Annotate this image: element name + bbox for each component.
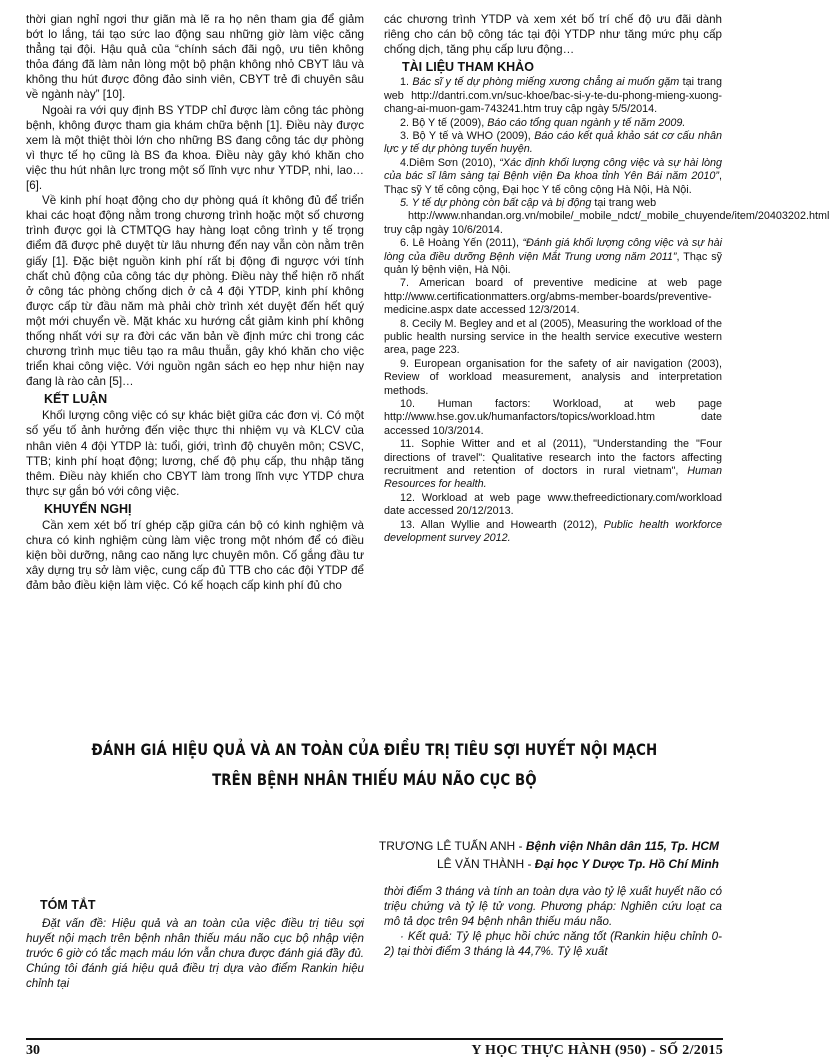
body-paragraph: các chương trình YTDP và xem xét bố trí chế độ ưu đãi dành riêng cho cán bộ công tác tại đội YTDP như tăng mức phụ cấp chống dịch, tăng phụ cấp lưu động… — [384, 13, 722, 57]
ref-text: 2. Bộ Y tế (2009), — [400, 116, 488, 129]
abstract-text: Đặt vấn đề: Hiệu quả và an toàn của việc điều trị tiêu sợi huyết nội mạch trên bệnh nhân thiếu máu não cục bộ nhập viện trước 6 giờ có tắc mạch máu lớn vẫn chưa được đánh giá đầy đủ. Chúng tôi đánh giá hiệu quả điều trị dựa vào điểm Rankin hiệu chỉnh tại — [26, 917, 364, 991]
reference-item — [384, 76, 722, 116]
ref-title: Public health workforce development survey 2012. — [384, 518, 722, 545]
reference-item — [384, 130, 722, 157]
ref-title: Human Resources for health. — [384, 465, 722, 491]
right-column — [384, 12, 829, 546]
abstract-heading: TÓM TẮT — [40, 898, 96, 912]
page-number: 30 — [26, 1043, 40, 1058]
reference-item — [384, 438, 722, 492]
footer-divider — [26, 1038, 723, 1040]
body-paragraph: Khối lượng công việc có sự khác biệt giữa các đơn vị. Có một số yếu tố ảnh hưởng đến việc thực thi nhiệm vụ và KLCV của nhân viên 4 đội YTDP là: tuổi, giới, trình độ chuyên môn; CSVC, TTB; kinh phí hoạt động; lương, chế độ phụ cấp, thu nhập tăng thêm. Điều này khiến cho CBYT làm trong lĩnh vực YTDP chưa thực sự gắn bó với công việc. — [26, 409, 364, 498]
body-paragraph: thời gian nghỉ ngơi thư giãn mà lẽ ra họ nên tham gia để giảm bớt lo lắng, tái tạo sức lao động sau những giờ làm việc căng thẳng tại đội. Hậu quả của “chính sách đãi ngộ, ưu tiên không thỏa đáng đã làm nản lòng một bộ phận không nhỏ CBYT lâu và không thu hút được đông đảo sinh viên, CBYT trẻ đi chuyên sâu về ngành này” [10]. — [26, 13, 364, 102]
ref-title: Báo cáo tổng quan ngành y tế năm 2009. — [487, 116, 686, 129]
ref-title: Bác sĩ y tế dự phòng miếng xương chẳng ai muốn gặm — [412, 76, 680, 89]
section-heading-conclusion: KẾT LUẬN — [44, 392, 108, 407]
reference-item: 10. Human factors: Workload, at web page http://www.hse.gov.uk/humanfactors/topics/workload.htm date accessed 10/3/2014. — [384, 398, 722, 437]
body-paragraph: Ngoài ra với quy định BS YTDP chỉ được làm công tác phòng bệnh, không được tham gia khám chữa bệnh [1]. Điều này được xem là một thiệt thòi lớn cho những BS đang công tác dự phòng vì thực tế họ cũng là BS đa khoa. Điều này gây khó khăn cho việc thu hút nhân lực trong một số lĩnh vực như YTDP, nhi, lao… [6]. — [26, 103, 364, 193]
body-paragraph: Về kinh phí hoạt động cho dự phòng quá ít không đủ để triển khai các hoạt động nằm trong chương trình hoặc một số chương trình được gọi là CTMTQG hay hàng loạt công trình y tế trọng điểm đã được phê duyệt từ lâu nhưng đến nay vẫn còn nằm trên giấy [1]. Đặc biệt nguồn kinh phí rất bị động đi ngược với tính chất chủ động của công tác dự phòng. Điều này thể hiện rõ nhất ở công tác phòng chống dịch ở cả 4 đội YTDP, kinh phí không được cấp từ đầu năm mà phải chờ trình xét duyệt đến hết quý một mới chuyển về. Mặt khác xu hướng cắt giảm kinh phí không thống nhất với sự ra đời các văn bản về định mức chi trong các chương trình mục tiêu tạo ra mâu thuẫn, gây khó khăn cho việc triển khai công việc. Với nguồn ngân sách eo hẹp như hiện nay đang là rào cản [5]… — [26, 194, 364, 389]
section-heading-recommendation: KHUYẾN NGHỊ — [44, 501, 132, 516]
ref-text: 3. Bộ Y tế và WHO (2009), — [400, 129, 535, 142]
author-affiliation: Bệnh viện Nhân dân 115, Tp. HCM — [525, 839, 719, 853]
reference-item — [384, 157, 722, 197]
ref-text: tại trang web http://dantri.com.vn/suc-khoe/bac-si-y-te-du-phong-mieng-xuong-chang-ai-muon-gam-743241.htm truy cập ngày 5/5/2014. — [384, 76, 722, 116]
abstract-text: thời điểm 3 tháng và tính an toàn dựa vào tỷ lệ xuất huyết não có triệu chứng và tỷ lệ tử vong. Phương pháp: Nghiên cứu loạt ca mô tả dọc trên 94 bệnh nhân thiếu máu não. — [384, 885, 722, 929]
abstract-left — [26, 898, 364, 992]
reference-item — [384, 197, 722, 210]
ref-text: , Thạc sỹ quản lý bệnh viện, Hà Nội. — [384, 250, 722, 276]
reference-item — [384, 237, 722, 277]
ref-title: Báo cáo kết quả khảo sát cơ cấu nhân lực y tế dự phòng tuyến huyện. — [384, 129, 722, 156]
author-affiliation: Đại học Y Dược Tp. Hồ Chí Minh — [534, 857, 719, 871]
reference-url: http://www.nhandan.org.vn/mobile/_mobile_ndct/_mobile_chuyende/item/20403202.html truy cập ngày 10/6/2014. — [384, 210, 829, 236]
article-title-line: ĐÁNH GIÁ HIỆU QUẢ VÀ AN TOÀN CỦA ĐIỀU TRỊ TIÊU SỢI HUYẾT NỘI MẠCH — [91, 740, 658, 759]
ref-title: “Xác định khối lượng công việc và sự hài lòng của bác sĩ lâm sàng tại Bệnh viện Đa khoa tỉnh Yên Bái năm 2010” — [384, 156, 722, 183]
ref-title: 5. Y tế dự phòng còn bất cập và bị động — [400, 196, 592, 209]
author-name: LÊ VĂN THÀNH - — [436, 857, 535, 871]
article-title — [67, 735, 681, 795]
reference-item — [384, 117, 722, 130]
author-name: TRƯƠNG LÊ TUẤN ANH - — [378, 839, 526, 853]
left-column — [26, 12, 364, 593]
reference-item: 7. American board of preventive medicine at web page http://www.certificationmatters.org/abms-member-boards/preventive-medicine.aspx date accessed 12/3/2014. — [384, 277, 722, 317]
section-heading-references: TÀI LIỆU THAM KHẢO — [402, 60, 534, 75]
ref-text: tại trang web — [591, 196, 657, 209]
reference-item — [384, 519, 722, 546]
ref-text: 13. Allan Wyllie and Howearth (2012), — [400, 518, 604, 531]
ref-text: 4.Diêm Sơn (2010), — [400, 156, 500, 169]
ref-number: 1. — [400, 76, 410, 89]
ref-title: “Đánh giá khối lượng công việc và sự hài lòng của điều dưỡng Bệnh viện Mắt Trung ương năm 2011” — [384, 237, 722, 263]
abstract-right — [384, 884, 722, 959]
ref-text: 6. Lê Hoàng Yến (2011), — [400, 237, 523, 250]
article-title-line: TRÊN BỆNH NHÂN THIẾU MÁU NÃO CỤC BỘ — [212, 770, 537, 789]
abstract-text: · Kết quả: Tỷ lệ phục hồi chức năng tốt (Rankin hiệu chỉnh 0-2) tại thời điểm 3 tháng là 44,7%. Tỷ lệ xuất — [384, 930, 722, 959]
ref-text: , Thạc sỹ Y tế công cộng, Đại học Y tế công cộng Hà Nội, Hà Nội. — [384, 170, 722, 196]
author-line — [379, 839, 719, 853]
body-paragraph: Cần xem xét bố trí ghép cặp giữa cán bộ có kinh nghiệm và chưa có kinh nghiệm cùng làm việc trong một nhóm để có điều kiện bồi dưỡng, nâng cao năng lực chuyên môn. Cố gắng đầu tư xây dựng trụ sở làm việc, cung cấp đủ TTB cho các đội YTDP để đảm bảo điều kiện làm việc. Có kế hoạch cấp kinh phí đủ cho — [26, 518, 364, 593]
reference-item: 9. European organisation for the safety of air navigation (2003), Review of workload measurement, analysis and interpretation methods. — [384, 357, 722, 397]
reference-item: 12. Workload at web page www.thefreedictionary.com/workload date accessed 20/12/2013. — [384, 491, 722, 518]
ref-text: 11. Sophie Witter and et al (2011), "Understanding the "Four directions of travel": Qualitative research into the factors affecting recruitment and retention of doctors in rural vietnam", — [384, 438, 722, 478]
reference-item: 8. Cecily M. Begley and et al (2005), Measuring the workload of the public health nursing service in the health service executive western area, page 223. — [384, 317, 722, 357]
author-line — [437, 857, 719, 871]
journal-info: Y HỌC THỰC HÀNH (950) - SỐ 2/2015 — [471, 1043, 723, 1058]
